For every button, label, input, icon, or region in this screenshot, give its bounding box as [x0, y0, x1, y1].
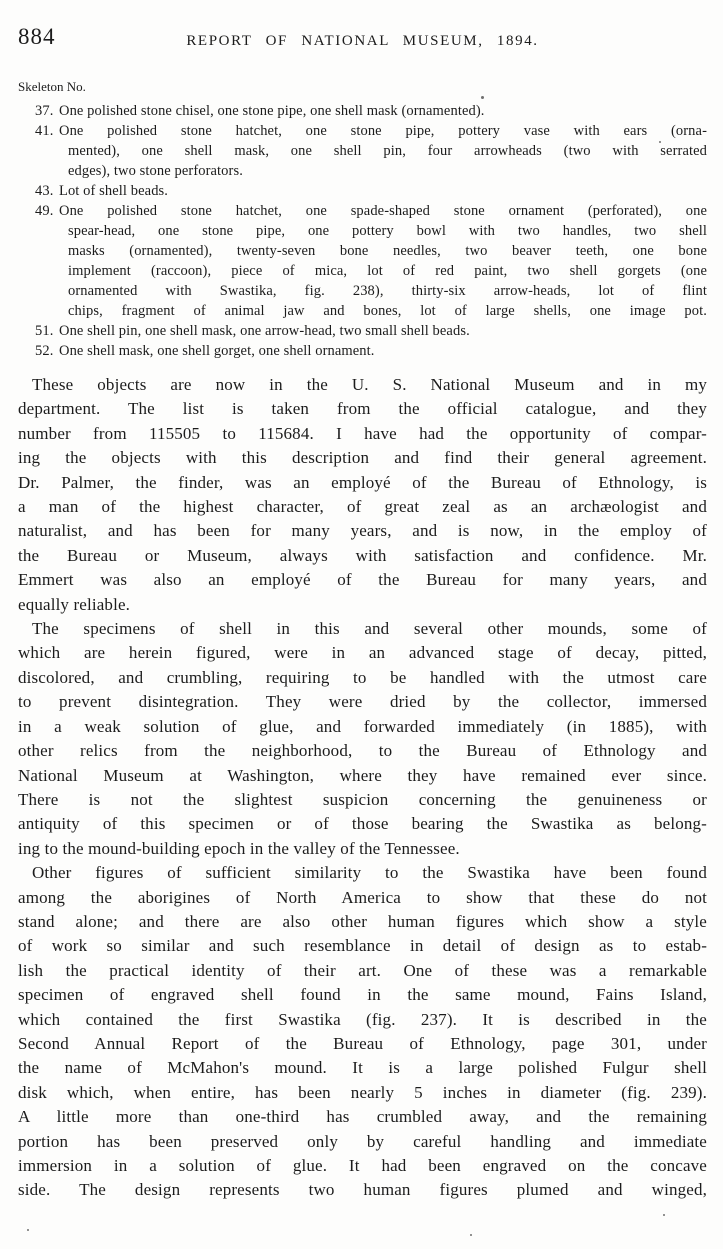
scan-speck [27, 1229, 29, 1231]
skeleton-item-line: masks (ornamented), twenty-seven bone needles, two beaver teeth, one bone [68, 243, 707, 259]
paragraph-line: of work so similar and such resemblance in detail of design as to estab- [18, 936, 707, 956]
paragraph-line: equally reliable. [18, 594, 131, 614]
paragraph-line: side. The design represents two human figures plumed and winged, [18, 1180, 707, 1200]
paragraph [18, 373, 707, 617]
paragraph-line: ing the objects with this description and find their general agreement. [18, 448, 707, 468]
skeleton-item-49 [35, 201, 707, 221]
skeleton-item-37 [35, 101, 707, 121]
paragraph-line: The specimens of shell in this and several other mounds, some of [32, 619, 707, 639]
paragraph-line: among the aborigines of North America to show that these do not [18, 887, 707, 907]
skeleton-item-text: One polished stone chisel, one stone pipe, one shell mask (ornamented). [59, 103, 485, 119]
skeleton-item-text: One polished stone hatchet, one spade-shaped stone ornament (perforated), one [59, 203, 707, 219]
paragraph-line: the name of McMahon's mound. It is a large polished Fulgur shell [18, 1058, 707, 1078]
scan-speck [470, 1234, 472, 1236]
skeleton-item-52 [35, 341, 707, 361]
page-number: 884 [18, 24, 56, 49]
skeleton-item-line: implement (raccoon), piece of mica, lot of red paint, two shell gorgets (one [68, 263, 707, 279]
skeleton-item-text: Lot of shell beads. [59, 183, 169, 199]
paragraph [18, 861, 707, 1203]
paragraph-line: disk which, when entire, has been nearly 5 inches in diameter (fig. 239). [18, 1082, 707, 1102]
scan-speck [481, 96, 484, 99]
paragraph-line: a man of the highest character, of great zeal as an archæologist and [18, 497, 707, 517]
paragraph-line: antiquity of this specimen or of those bearing the Swastika as belong- [18, 814, 707, 834]
skeleton-item-text: One polished stone hatchet, one stone pipe, pottery vase with ears (orna- [59, 123, 707, 139]
skeleton-item-line: ornamented with Swastika, fig. 238), thirty-six arrow-heads, lot of flint [68, 283, 707, 299]
skeleton-list [35, 101, 707, 361]
skeleton-item-line: mented), one shell mask, one shell pin, four arrowheads (two with serrated [68, 143, 707, 159]
page-header [18, 24, 707, 54]
paragraph-line: in a weak solution of glue, and forwarded immediately (in 1885), with [18, 716, 707, 736]
paragraph-line: Second Annual Report of the Bureau of Ethnology, page 301, under [18, 1033, 707, 1053]
paragraph-line: number from 115505 to 115684. I have had the opportunity of compar- [18, 423, 707, 443]
paragraph-line: which are herein figured, were in an advanced stage of decay, pitted, [18, 643, 707, 663]
skeleton-item-number: 37. [35, 103, 54, 119]
paragraph-line: Other figures of sufficient similarity to the Swastika have been found [32, 863, 707, 883]
paragraph-line: specimen of engraved shell found in the same mound, Fains Island, [18, 985, 707, 1005]
skeleton-item-number: 43. [35, 183, 54, 199]
skeleton-item-43 [35, 181, 707, 201]
running-head: REPORT OF NATIONAL MUSEUM, 1894. [186, 33, 539, 49]
skeleton-item-line: chips, fragment of animal jaw and bones, lot of large shells, one image pot. [68, 303, 707, 319]
paragraph-line: stand alone; and there are also other human figures which show a style [18, 911, 707, 931]
paragraph-line: portion has been preserved only by careful handling and immediate [18, 1131, 707, 1151]
paragraph [18, 617, 707, 861]
skeleton-item-number: 52. [35, 343, 54, 359]
paragraph-line: National Museum at Washington, where they have remained ever since. [18, 765, 707, 785]
paragraph-line: A little more than one-third has crumbled away, and the remaining [18, 1107, 707, 1127]
body-paragraphs [18, 373, 707, 1203]
scan-speck [663, 1214, 665, 1216]
paragraph-line: immersion in a solution of glue. It had been engraved on the concave [18, 1156, 707, 1175]
paragraph-line: which contained the first Swastika (fig. 237). It is described in the [18, 1009, 707, 1029]
skeleton-item-number: 51. [35, 323, 54, 339]
scan-speck [659, 141, 661, 143]
paragraph-line: department. The list is taken from the official catalogue, and they [18, 399, 707, 419]
skeleton-item-text: One shell mask, one shell gorget, one shell ornament. [59, 343, 375, 359]
paragraph-line: naturalist, and has been for many years, and is now, in the employ of [18, 521, 707, 541]
paragraph-line: to prevent disintegration. They were dried by the collector, immersed [18, 692, 707, 712]
paragraph-line: ing to the mound-building epoch in the valley of the Tennessee. [18, 838, 460, 858]
paragraph-line: Dr. Palmer, the finder, was an employé of the Bureau of Ethnology, is [18, 472, 707, 492]
skeleton-item-line: spear-head, one stone pipe, one pottery bowl with two handles, two shell [68, 223, 707, 239]
paragraph-line: lish the practical identity of their art. One of these was a remarkable [18, 960, 707, 980]
paragraph-line: the Bureau or Museum, always with satisfaction and confidence. Mr. [18, 545, 707, 565]
skeleton-item-line: edges), two stone perforators. [68, 163, 243, 179]
paragraph-line: Emmert was also an employé of the Bureau for many years, and [18, 570, 707, 590]
paragraph-line: discolored, and crumbling, requiring to be handled with the utmost care [18, 667, 707, 687]
skeleton-list-label: Skeleton No. [18, 79, 86, 94]
skeleton-item-number: 49. [35, 203, 54, 219]
paragraph-line: There is not the slightest suspicion concerning the genuineness or [18, 789, 707, 809]
paragraph-line: other relics from the neighborhood, to the Bureau of Ethnology and [18, 741, 707, 761]
skeleton-item-51 [35, 321, 707, 341]
skeleton-item-text: One shell pin, one shell mask, one arrow-head, two small shell beads. [59, 323, 470, 339]
skeleton-item-number: 41. [35, 123, 54, 139]
skeleton-item-41 [35, 121, 707, 141]
paragraph-line: These objects are now in the U. S. National Museum and in my [32, 375, 707, 394]
